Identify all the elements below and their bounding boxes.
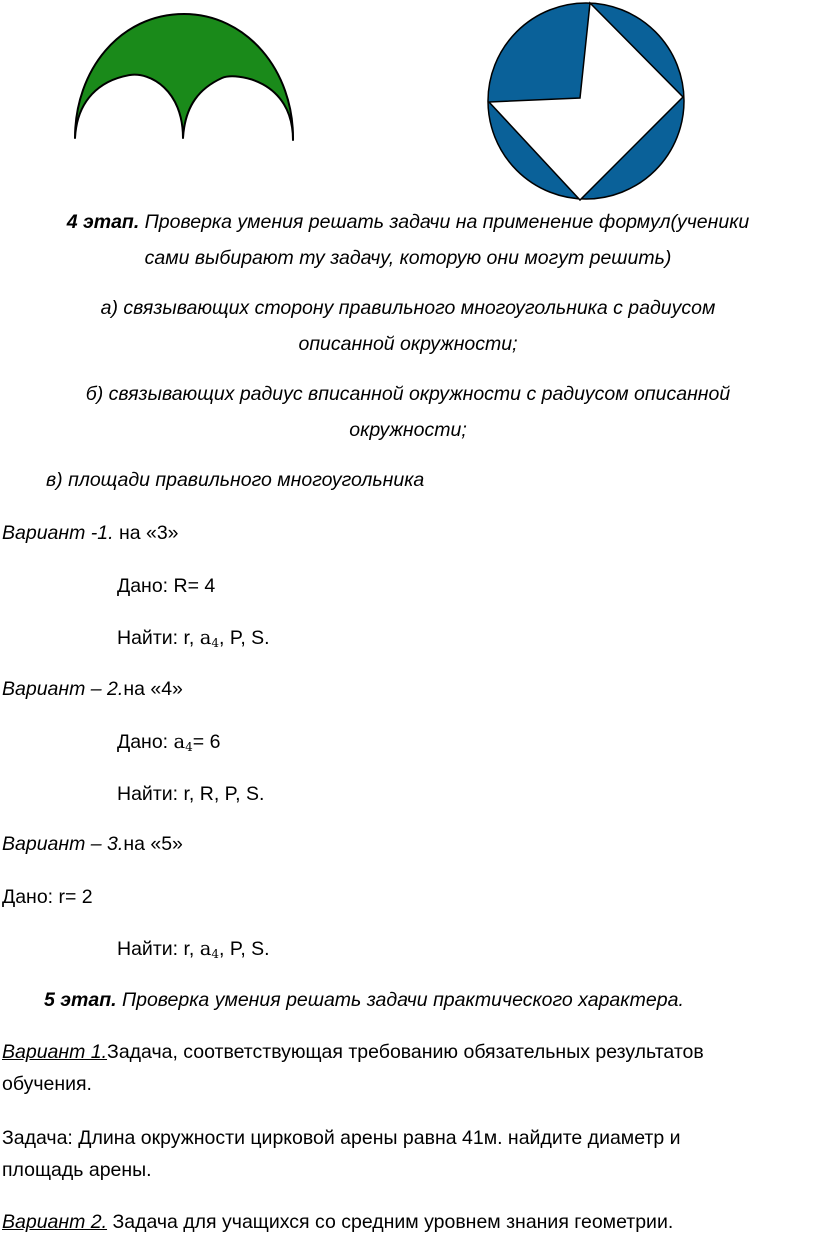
a-subscript: 4 — [185, 740, 193, 754]
a-subscript: 4 — [211, 947, 220, 961]
green-arch-shape — [75, 14, 293, 140]
a4-symbol — [200, 626, 219, 649]
stage4-item-v: в) площади правильного многоугольника — [46, 469, 425, 491]
stage5-task-line2: площадь арены. — [2, 1159, 152, 1181]
stage4-label: 4 этап. — [66, 211, 140, 233]
a-letter: a — [199, 937, 212, 960]
variant2-given — [117, 730, 220, 759]
variant3-given: Дано: r= 2 — [2, 886, 93, 908]
stage4-heading-text: Проверка умения решать задачи на применение формул(ученики — [139, 211, 750, 233]
a4-symbol — [174, 730, 193, 753]
variant1-title — [2, 521, 179, 545]
variant2-grade: на «4» — [123, 678, 183, 700]
variant2-label: Вариант – 2. — [2, 678, 124, 700]
stage5-variant2-line — [2, 1210, 673, 1234]
a-letter: a — [173, 730, 186, 753]
stage5-label: 5 этап. — [44, 989, 117, 1011]
given-value: R= 4 — [173, 575, 216, 597]
stage4-item-b-line1: б) связывающих радиус вписанной окружности с радиусом описанной — [85, 383, 731, 405]
variant1-given — [117, 574, 215, 598]
variant1-grade: на «3» — [113, 522, 179, 544]
variant1-find — [117, 626, 270, 655]
stage4-heading-line2: сами выбирают ту задачу, которую они могут решить) — [144, 247, 672, 269]
stage4-heading-line1 — [0, 210, 816, 234]
green-arch-figure — [72, 5, 298, 145]
variant2-find: Найти: r, R, P, S. — [117, 783, 265, 805]
stage5-variant1-text: Задача, соответствующая требованию обязательных результатов — [107, 1041, 704, 1063]
stage5-variant2-label: Вариант 2. — [2, 1211, 108, 1233]
find-suffix: , P, S. — [219, 938, 270, 960]
find-prefix: Найти: r, — [117, 938, 200, 960]
stage4-item-a-line1: а) связывающих сторону правильного многоугольника с радиусом — [100, 297, 716, 319]
stage4-item-a-line2: описанной окружности; — [298, 333, 518, 355]
variant3-find — [117, 937, 270, 966]
stage5-task-line1: Задача: Длина окружности цирковой арены равна 41м. найдите диаметр и — [2, 1127, 681, 1149]
given-prefix: Дано: — [117, 575, 174, 597]
stage4-item-b-line2: окружности; — [349, 419, 467, 441]
variant3-title — [2, 832, 183, 856]
stage5-variant1-label: Вариант 1. — [2, 1041, 108, 1063]
given-prefix: Дано: — [117, 731, 174, 753]
find-suffix: , P, S. — [219, 627, 270, 649]
a-letter: a — [199, 626, 212, 649]
stage5-variant2-text: Задача для учащихся со средним уровнем знания геометрии. — [107, 1211, 674, 1233]
a-subscript: 4 — [211, 636, 220, 650]
stage5-variant1-line1 — [2, 1040, 704, 1064]
stage5-heading — [44, 988, 684, 1012]
find-prefix: Найти: r, — [117, 627, 200, 649]
variant3-grade: на «5» — [123, 833, 183, 855]
circle-square-figure — [486, 0, 690, 204]
a4-symbol — [200, 937, 219, 960]
stage5-variant1-line2: обучения. — [2, 1073, 92, 1095]
stage5-heading-text: Проверка умения решать задачи практического характера. — [116, 989, 684, 1011]
given-suffix: = 6 — [192, 731, 221, 753]
variant1-label: Вариант -1. — [2, 522, 114, 544]
variant2-title — [2, 677, 183, 701]
variant3-label: Вариант – 3. — [2, 833, 124, 855]
